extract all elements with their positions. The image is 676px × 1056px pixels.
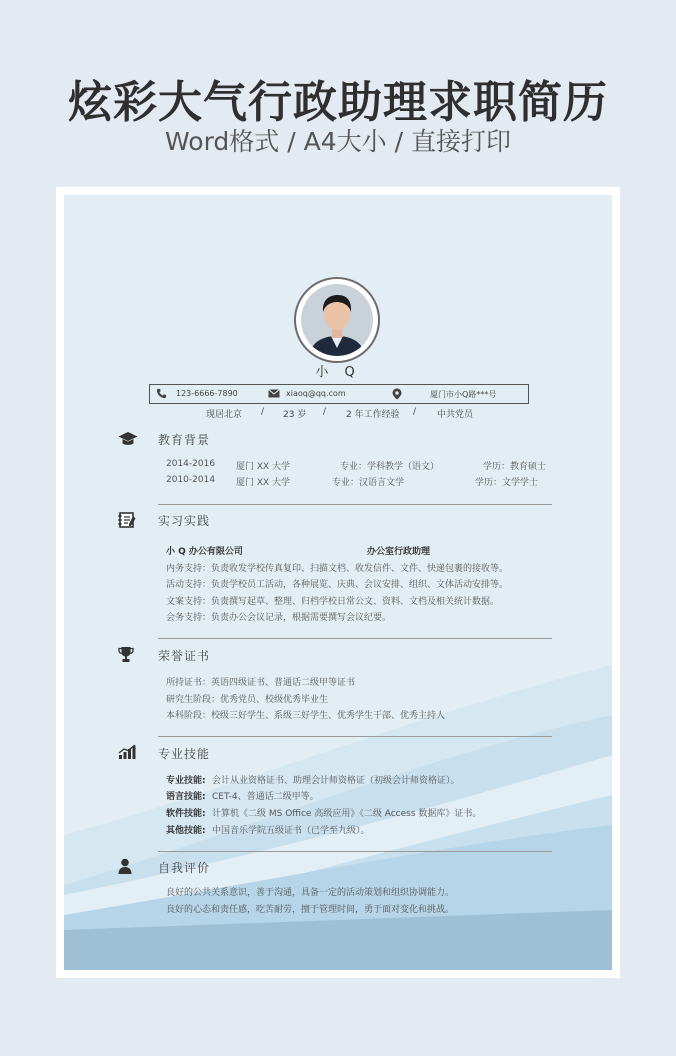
phone-icon (156, 388, 167, 399)
internship-item: 文案支持：负责撰写起草、整理、归档学校日常公文、资料、文档及相关统计数据。 (166, 597, 500, 607)
notebook-icon (118, 512, 136, 528)
section-divider (158, 504, 552, 505)
edu-major: 专业：汉语言文学 (332, 478, 405, 488)
section-divider (158, 638, 552, 639)
skill-text: CET-4、普通话二级甲等。 (212, 792, 319, 802)
avatar (294, 277, 380, 363)
edu-major: 专业：学科教学（语文） (340, 462, 440, 472)
internship-item: 活动支持：负责学校员工活动，各种展览、庆典、会议安排、组织、文体活动安排等。 (166, 580, 509, 590)
edu-school: 厦门 XX 大学 (236, 478, 291, 488)
contact-bar (149, 384, 529, 404)
mortarboard-icon (118, 431, 138, 447)
skill-label: 其他技能: (166, 826, 206, 836)
edu-degree: 学历：文学学士 (475, 478, 539, 488)
skill-label: 软件技能: (166, 809, 206, 819)
honor-item: 所持证书：英语四级证书、普通话二级甲等证书 (166, 678, 356, 688)
banner-title: 炫彩大气行政助理求职简历 (68, 77, 608, 128)
section-title-education: 教育背景 (158, 433, 211, 447)
section-title-evaluation: 自我评价 (158, 861, 211, 875)
section-divider (158, 851, 552, 852)
skill-text: 会计从业资格证书、助理会计师资格证（初级会计师资格证）。 (212, 776, 460, 786)
honor-item: 本科阶段：校级三好学生、系级三好学生、优秀学生干部、优秀主持人 (166, 711, 446, 721)
section-title-honors: 荣誉证书 (158, 649, 211, 663)
contact-address: 厦门市小Q路***号 (430, 390, 497, 399)
banner-subtitle: Word格式 / A4大小 / 直接打印 (165, 127, 511, 156)
location-pin-icon (392, 388, 402, 400)
resume-paper (64, 195, 612, 970)
skill-text: 中国音乐学院五级证书（已学至九级）。 (212, 826, 370, 836)
skill-text: 计算机《二级 MS Office 高级应用》《二级 Access 数据库》证书。 (212, 809, 482, 819)
edu-school: 厦门 XX 大学 (236, 462, 291, 472)
evaluation-item: 良好的心态和责任感，吃苦耐劳，擅于管理时间，勇于面对变化和挑战。 (166, 905, 455, 915)
meta-experience: 2 年工作经验 (346, 410, 400, 420)
person-icon (118, 858, 132, 874)
section-divider (158, 736, 552, 737)
internship-company: 小 Q 办公有限公司 (166, 547, 243, 557)
evaluation-item: 良好的公共关系意识，善于沟通，具备一定的活动策划和组织协调能力。 (166, 888, 455, 898)
section-title-internship: 实习实践 (158, 514, 211, 528)
contact-phone: 123-6666-7890 (176, 389, 238, 398)
skill-label: 语言技能: (166, 792, 206, 802)
meta-separator: / (261, 407, 265, 417)
envelope-icon (268, 388, 280, 399)
internship-item: 会务支持：负责办公会议记录，根据需要撰写会议纪要。 (166, 613, 392, 623)
meta-separator: / (323, 407, 327, 417)
honor-item: 研究生阶段：优秀党员、校级优秀毕业生 (166, 695, 329, 705)
edu-degree: 学历：教育硕士 (483, 462, 547, 472)
bar-chart-icon (118, 744, 138, 760)
section-title-skills: 专业技能 (158, 747, 211, 761)
edu-period: 2014-2016 (166, 459, 216, 469)
meta-age: 23 岁 (283, 410, 307, 420)
contact-email: xiaoq@qq.com (286, 389, 346, 398)
meta-separator: / (413, 407, 417, 417)
resume-sheet (56, 187, 620, 978)
internship-item: 内务支持：负责收发学校传真复印、扫描文档、收发信件、文件、快递包裹的接收等。 (166, 564, 509, 574)
meta-politics: 中共党员 (437, 410, 474, 420)
internship-position: 办公室行政助理 (367, 547, 431, 557)
meta-residence: 现居北京 (206, 410, 243, 420)
edu-period: 2010-2014 (166, 475, 216, 485)
trophy-icon (118, 646, 134, 663)
skill-label: 专业技能: (166, 776, 206, 786)
candidate-name: 小 Q (315, 365, 361, 380)
